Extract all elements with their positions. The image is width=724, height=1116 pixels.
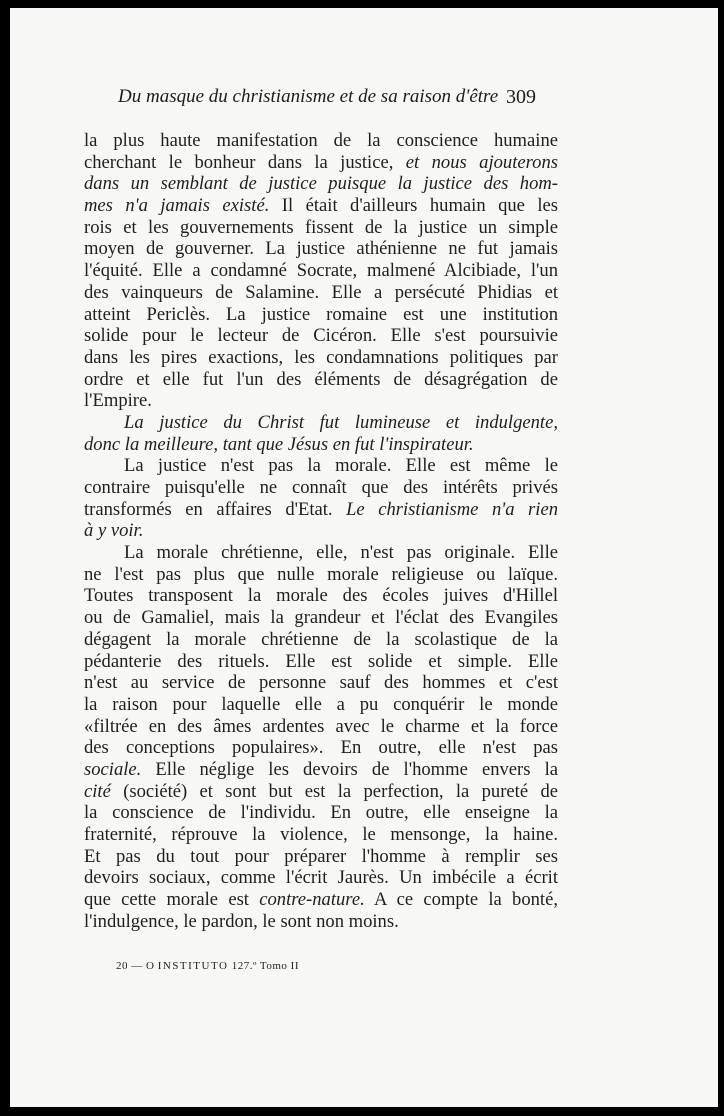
text-line [84, 217, 558, 239]
roman-run: des conceptions populaires». En outre, elle n'est pas [84, 737, 558, 759]
roman-run: que cette morale est [84, 889, 260, 911]
text-line [84, 195, 558, 217]
roman-run: pédanterie des rituels. Elle est solide et simple. Elle [84, 650, 558, 672]
text-line [84, 846, 558, 868]
italic-run: et nous ajouterons [405, 151, 559, 173]
text-line [84, 369, 558, 391]
text-line [84, 867, 558, 889]
text-line [84, 260, 558, 282]
text-line [84, 759, 558, 781]
roman-run: transformés en affaires d'Etat. [84, 498, 347, 520]
roman-run: devoirs sociaux, comme l'écrit Jaurès. Un imbécile a écrit [84, 867, 558, 889]
text-line [84, 325, 558, 347]
text-line [84, 585, 558, 607]
roman-run: Et pas du tout pour préparer l'homme à remplir ses [84, 845, 558, 867]
text-line [84, 238, 558, 260]
roman-run: rois et les gouvernements fissent de la justice un simple [84, 216, 558, 238]
text-line [84, 564, 558, 586]
roman-run: Toutes transposent la morale des écoles juives d'Hillel [84, 585, 558, 607]
footer-sheet: 20 — O [116, 960, 155, 972]
text-line [84, 737, 558, 759]
signature-footer [116, 960, 299, 972]
roman-run: «filtrée en des âmes ardentes avec le charme et la force [84, 715, 558, 737]
text-line [84, 651, 558, 673]
roman-run: la plus haute manifestation de la conscience humaine [84, 130, 558, 151]
roman-run: solide pour le lecteur de Cicéron. Elle s'est poursuivie [84, 325, 558, 347]
running-title: Du masque du christianisme et de sa raison d'être [118, 86, 499, 107]
text-line [84, 911, 558, 933]
italic-run: mes n'a jamais existé. [84, 195, 270, 217]
text-line [84, 824, 558, 846]
roman-run: des vainqueurs de Salamine. Elle a persécuté Phidias et [84, 281, 558, 303]
roman-run: contraire puisqu'elle ne connaît que des intérêts privés [84, 477, 558, 498]
text-line [84, 173, 558, 195]
roman-run: ne l'est pas plus que nulle morale religieuse ou laïque. [84, 563, 558, 585]
running-header [118, 86, 536, 108]
roman-run: ordre et elle fut l'un des éléments de désagrégation de [84, 368, 558, 390]
italic-run: dans un semblant de justice puisque la justice des hom- [84, 173, 558, 195]
text-line [84, 152, 558, 174]
text-line [84, 716, 558, 738]
text-line [84, 412, 558, 434]
roman-run: cherchant le bonheur dans la justice, [84, 151, 406, 173]
roman-run: n'est au service de personne sauf des hommes et c'est [84, 672, 558, 694]
text-line [84, 455, 558, 477]
italic-run: Le christianisme n'a rien [346, 498, 558, 520]
roman-run: La justice n'est pas la morale. Elle est même le [124, 455, 558, 477]
text-line [84, 434, 558, 456]
text-line [84, 130, 558, 152]
italic-run: cité [84, 780, 111, 802]
roman-run: ou de Gamaliel, mais la grandeur et l'éclat des Evangiles [84, 607, 558, 629]
text-line [84, 889, 558, 911]
text-line [84, 499, 558, 521]
text-line [84, 390, 558, 412]
roman-run: (société) et sont but est la perfection, la pureté de [110, 780, 558, 802]
roman-run: Elle néglige les devoirs de l'homme envers la [141, 758, 558, 780]
roman-run: atteint Periclès. La justice romaine est une institution [84, 303, 558, 325]
roman-run: la conscience de l'individu. En outre, elle enseigne la [84, 802, 558, 824]
italic-run: sociale. [84, 758, 142, 780]
roman-run: A ce compte la bonté, [364, 889, 558, 911]
page-number: 309 [506, 86, 536, 108]
italic-run: contre-nature. [259, 889, 365, 911]
italic-run: La justice du Christ fut lumineuse et indulgente, [124, 411, 558, 433]
text-line [84, 607, 558, 629]
roman-run: dans les pires exactions, les condamnations politiques par [84, 346, 558, 368]
roman-run: moyen de gouverner. La justice athénienne ne fut jamais [84, 238, 558, 260]
text-line [84, 672, 558, 694]
roman-run: Il était d'ailleurs humain que les [269, 195, 559, 217]
footer-journal: INSTITUTO [157, 960, 229, 972]
body-text [84, 130, 558, 932]
roman-run: l'indulgence, le pardon, le sont non moins. [84, 910, 399, 932]
text-line [84, 542, 558, 564]
text-line [84, 282, 558, 304]
roman-run: l'équité. Elle a condamné Socrate, malmené Alcibiade, l'un [84, 260, 558, 282]
roman-run: la raison pour laquelle elle a pu conquérir le monde [84, 693, 558, 715]
roman-run: La morale chrétienne, elle, n'est pas originale. Elle [124, 542, 558, 564]
footer-tome: Tomo II [259, 960, 300, 972]
text-line [84, 477, 558, 499]
italic-run: donc la meilleure, tant que Jésus en fut l'inspirateur. [84, 433, 474, 455]
roman-run: fraternité, réprouve la violence, le mensonge, la haine. [84, 824, 558, 845]
text-line [84, 781, 558, 803]
text-line [84, 347, 558, 369]
roman-run: l'Empire. [84, 390, 152, 412]
text-line [84, 520, 558, 542]
text-line [84, 802, 558, 824]
text-line [84, 629, 558, 651]
text-line [84, 694, 558, 716]
roman-run: dégagent la morale chrétienne de la scolastique de la [84, 628, 558, 650]
text-line [84, 304, 558, 326]
italic-run: à y voir. [84, 520, 144, 542]
footer-volume: 127.º [231, 960, 257, 972]
